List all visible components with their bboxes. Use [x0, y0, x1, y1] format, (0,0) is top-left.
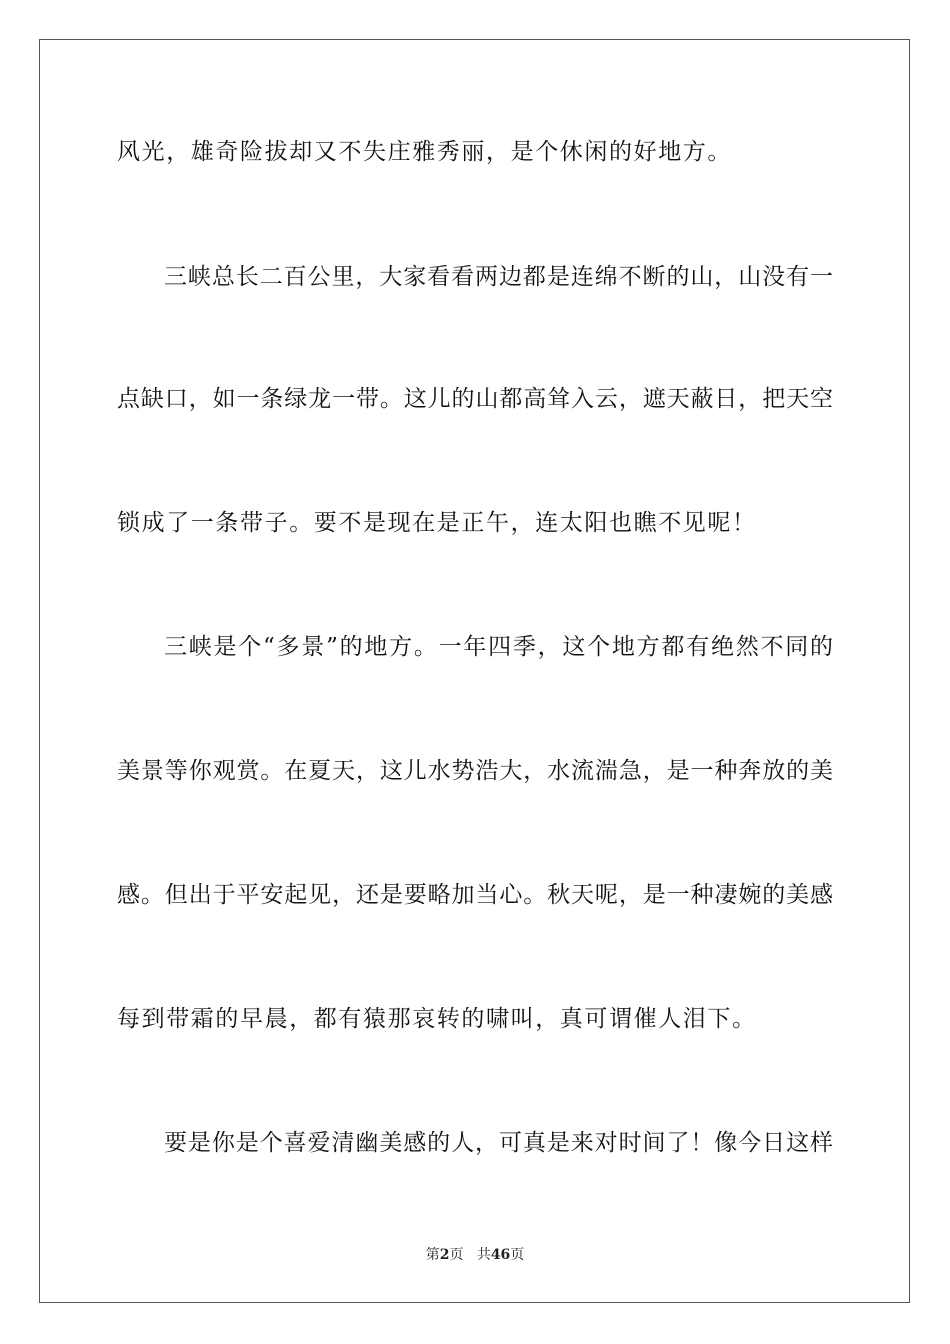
footer-total-pages: 46 [490, 1247, 511, 1263]
page-footer [0, 1246, 950, 1264]
paragraph-line: 三峡总长二百公里，大家看看两边都是连绵不断的山，山没有一 [164, 264, 833, 290]
paragraph-line: 三峡是个“多景”的地方。一年四季，这个地方都有绝然不同的 [164, 634, 833, 660]
paragraph-line: 感。但出于平安起见，还是要略加当心。秋天呢，是一种凄婉的美感 [117, 882, 833, 908]
footer-page-suffix: 页 [449, 1247, 464, 1263]
footer-page-prefix: 第 [425, 1247, 440, 1263]
paragraph-line: 风光，雄奇险拔却又不失庄雅秀丽，是个休闲的好地方。 [117, 139, 732, 165]
footer-total-suffix: 页 [510, 1247, 525, 1263]
page-border [39, 39, 910, 1303]
paragraph-line: 要是你是个喜爱清幽美感的人，可真是来对时间了！像今日这样 [164, 1130, 833, 1156]
paragraph-line: 每到带霜的早晨，都有猿那哀转的啸叫，真可谓催人泪下。 [117, 1006, 757, 1032]
paragraph-line: 锁成了一条带子。要不是现在是正午，连太阳也瞧不见呢！ [117, 510, 757, 536]
footer-total-prefix: 共 [476, 1247, 491, 1263]
footer-page-number: 2 [439, 1247, 450, 1263]
paragraph-line: 点缺口，如一条绿龙一带。这儿的山都高耸入云，遮天蔽日，把天空 [117, 386, 833, 412]
paragraph-line: 美景等你观赏。在夏天，这儿水势浩大，水流湍急，是一种奔放的美 [117, 758, 833, 784]
